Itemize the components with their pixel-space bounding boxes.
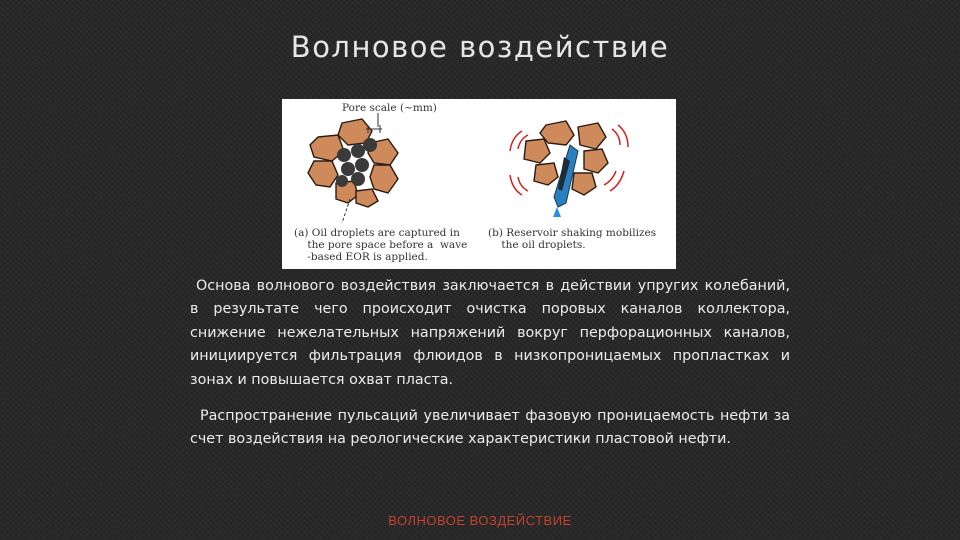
pore-scale-label: Pore scale (~mm) [342,102,437,114]
caption-b: (b) Reservoir shaking mobilizes the oil droplets. [488,227,657,251]
slide-footer: ВОЛНОВОЕ ВОЗДЕЙСТВИЕ [388,513,572,528]
pore-scale-marker [366,113,382,133]
paragraph-wave-action-basis: Основа волнового воздействия заключается в действии упругих колебаний, в результате чего происходит очистка поровых каналов коллектора, снижение нежелательных напряжений вокруг перфорационных каналов, инициируется фильтрация флюидов в низкопроницаемых пропластках и зонах и повышается охват пласта. [190,278,790,388]
slide-title: Волновое воздействие [290,30,670,64]
caption-a: (a) Oil droplets are captured in the pore space before a wave -based EOR is applied. [294,227,468,263]
paragraph-pulsation-effect: Распространение пульсаций увеличивает фазовую проницаемость нефти за счет воздействия на реологические характеристики пластовой нефти. [190,408,790,448]
panel-a-grains [308,119,398,207]
wave-eor-illustration [282,99,676,269]
